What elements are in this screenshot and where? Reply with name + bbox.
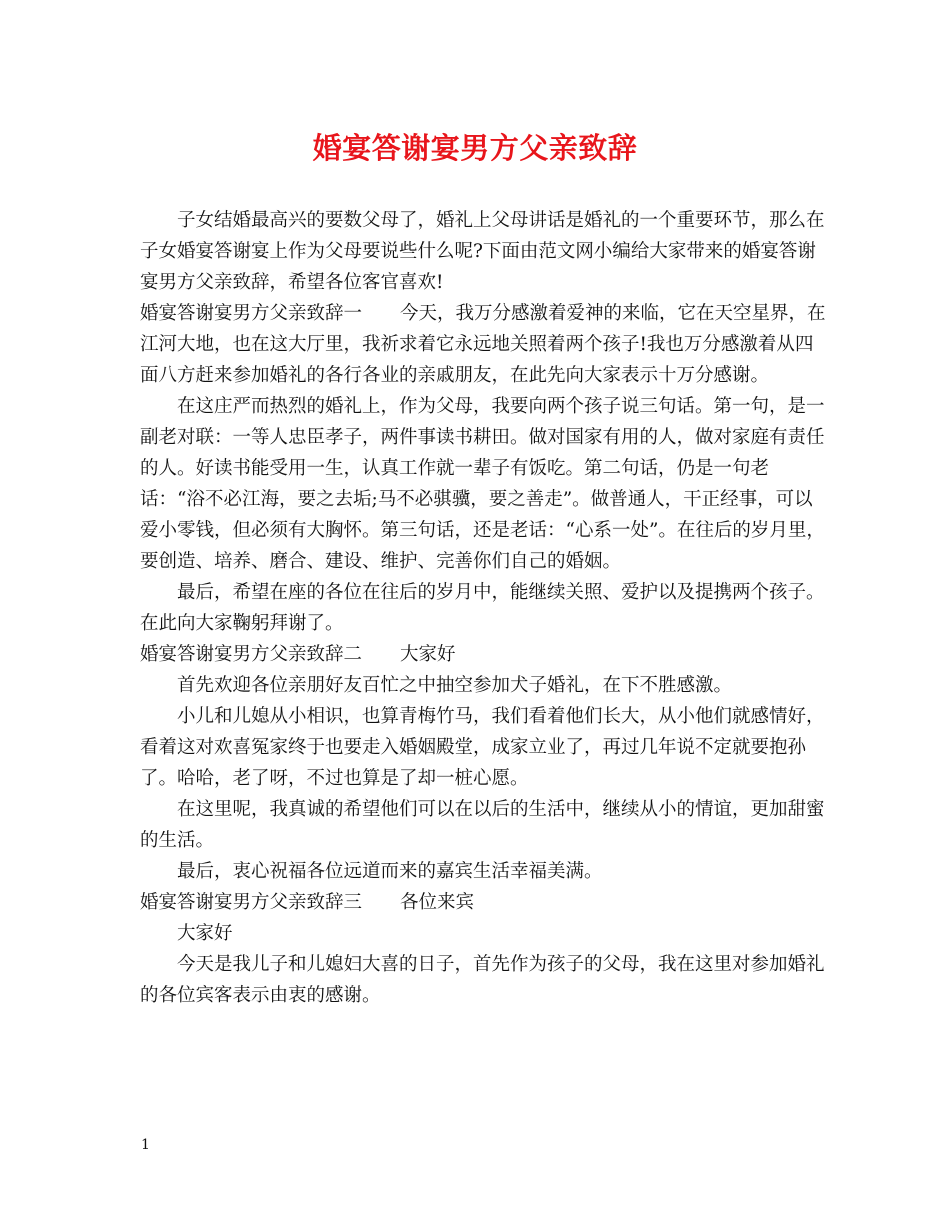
section-1-paragraph-1: 在这庄严而热烈的婚礼上，作为父母，我要向两个孩子说三句话。第一句，是一副老对联：一等人忠臣孝子，两件事读书耕田。做对国家有用的人，做对家庭有责任的人。好读书能受用一生，认真工作就一辈子有饭吃。第二句话，仍是一句老话：“浴不必江海，要之去垢;马不必骐骥，要之善走”。做普通人，干正经事，可以爱小零钱，但必须有大胸怀。第三句话，还是老话：“心系一处”。在往后的岁月里，要创造、培养、磨合、建设、维护、完善你们自己的婚姻。 (140, 396, 825, 572)
section-3-heading: 婚宴答谢宴男方父亲致辞三 (140, 892, 363, 913)
section-2-lead: 大家好 (400, 644, 456, 665)
page-number: 1 (141, 1137, 150, 1153)
section-2-paragraph-1: 首先欢迎各位亲朋好友百忙之中抽空参加犬子婚礼，在下不胜感激。 (177, 675, 733, 696)
section-1-paragraph-2: 最后，希望在座的各位在往后的岁月中，能继续关照、爱护以及提携两个孩子。在此向大家鞠躬拜谢了。 (140, 582, 825, 634)
section-2-paragraph-2: 小儿和儿媳从小相识，也算青梅竹马，我们看着他们长大，从小他们就感情好，看着这对欢喜冤家终于也要走入婚姻殿堂，成家立业了，再过几年说不定就要抱孙了。哈哈，老了呀，不过也算是了却一桩心愿。 (140, 706, 825, 789)
section-3-lead: 各位来宾 (400, 892, 475, 913)
section-1-lead: 今天，我万分感激着爱神的来临，它在天空星界，在江河大地，也在这大厅里，我祈求着它永远地关照着两个孩子!我也万分感激着从四面八方赶来参加婚礼的各行各业的亲戚朋友，在此先向大家表示十万分感谢。 (140, 303, 826, 386)
section-3-opening (140, 887, 830, 918)
section-2-opening (140, 639, 830, 670)
section-1-opening (140, 298, 830, 391)
section-2-heading: 婚宴答谢宴男方父亲致辞二 (140, 644, 363, 665)
section-1-heading: 婚宴答谢宴男方父亲致辞一 (140, 303, 363, 324)
section-3-paragraph-2: 今天是我儿子和儿媳妇大喜的日子，首先作为孩子的父母，我在这里对参加婚礼的各位宾客表示由衷的感谢。 (140, 954, 825, 1006)
section-3-paragraph-1: 大家好 (177, 923, 233, 944)
section-2-paragraph-4: 最后，衷心祝福各位远道而来的嘉宾生活幸福美满。 (177, 861, 603, 882)
document-title: 婚宴答谢宴男方父亲致辞 (312, 131, 638, 165)
section-2-paragraph-3: 在这里呢，我真诚的希望他们可以在以后的生活中，继续从小的情谊，更加甜蜜的生活。 (140, 799, 825, 851)
intro-paragraph: 子女结婚最高兴的要数父母了，婚礼上父母讲话是婚礼的一个重要环节，那么在子女婚宴答谢宴上作为父母要说些什么呢?下面由范文网小编给大家带来的婚宴答谢宴男方父亲致辞，希望各位客官喜欢! (140, 210, 825, 293)
document-body (140, 205, 830, 1011)
